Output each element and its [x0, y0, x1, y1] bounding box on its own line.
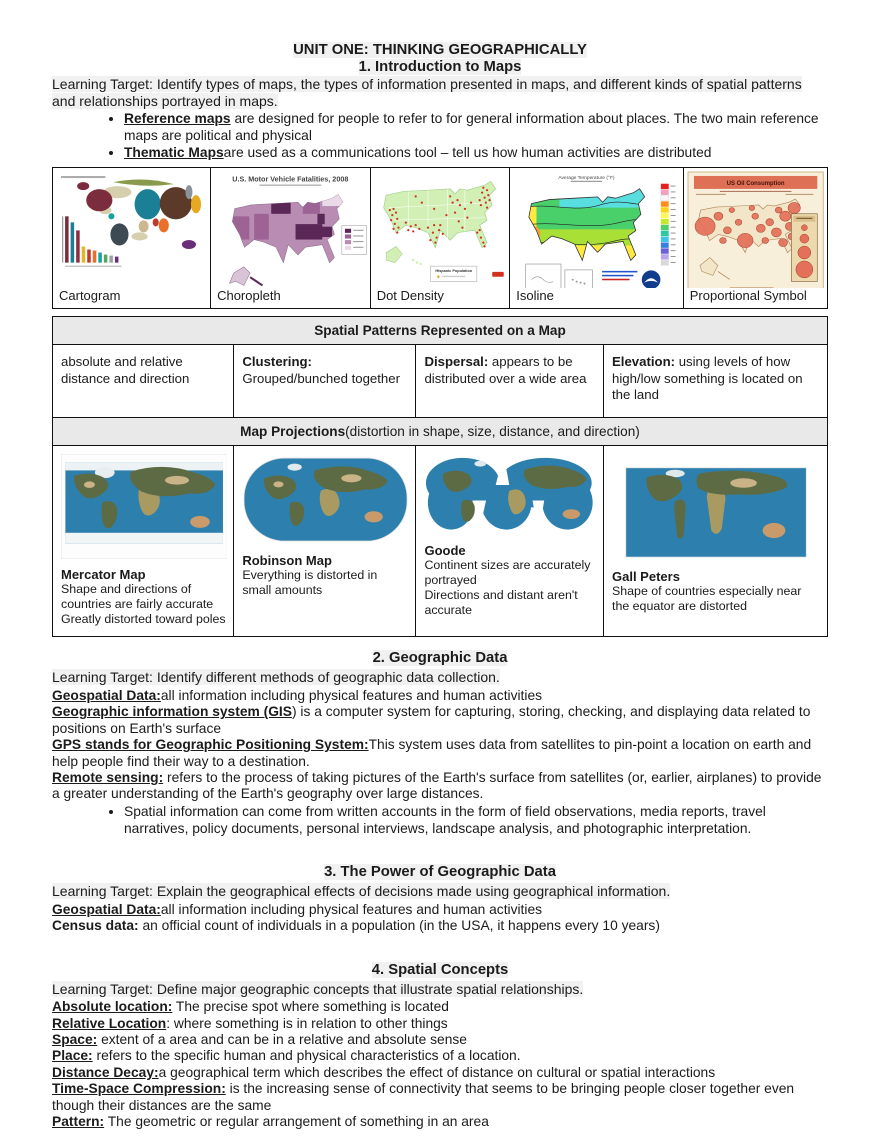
projection-cell-gall-peters: [604, 446, 828, 637]
section4-learning-target: Learning Target: Define major geographic concepts that illustrate spatial relationships.: [52, 980, 584, 997]
proportional-symbol-label: Proportional Symbol: [689, 288, 807, 304]
def-space: Space: extent of a area and can be in a relative and absolute sense: [52, 1032, 467, 1047]
bullet-spatial-information: • Spatial information can come from written accounts in the form of field observations, media reports, travel narratives, policy documents, personal interviews, landscape analysis, and photographic interpretation.: [124, 804, 828, 838]
robinson-map-image: [242, 454, 409, 545]
dot-density-map-image: [373, 170, 508, 288]
def-time-space-compression: Time-Space Compression: is the increasing sense of connectivity that seems to be bringing people closer together even though their distances are the same: [52, 1081, 795, 1113]
svg-text:U.S. Motor Vehicle Fatalities,: U.S. Motor Vehicle Fatalities, 2008: [232, 174, 349, 184]
projection-cell-goode: [416, 446, 604, 637]
section2-heading: 2. Geographic Data: [372, 650, 508, 667]
def-absolute-location: Absolute location: The precise spot where something is located: [52, 999, 449, 1015]
def-gps: GPS stands for Geographic Positioning System:This system uses data from satellites to pin-point a location on earth and help people find their way to a destination.: [52, 737, 812, 769]
section1-learning-target: Learning Target: Identify types of maps, the types of information presented in maps, and different kinds of spatial patterns and relationships portrayed in maps.: [52, 76, 802, 109]
choropleth-label: Choropleth: [217, 288, 281, 304]
section3-heading: 3. The Power of Geographic Data: [324, 864, 556, 881]
goode-name: Goode: [424, 543, 466, 559]
choropleth-map-image: [213, 170, 368, 288]
cartogram-cell: [53, 168, 211, 309]
patterns-header: Spatial Patterns Represented on a Map: [53, 317, 828, 345]
choropleth-cell: [211, 168, 371, 309]
pattern-cell-elevation: Elevation: using levels of how high/low something is located on the land: [604, 345, 828, 418]
gall-peters-name: Gall Peters: [612, 568, 680, 584]
def-geospatial-data: Geospatial Data:all information including physical features and human activities: [52, 687, 543, 703]
robinson-name: Robinson Map: [242, 553, 332, 569]
doc-title: UNIT ONE: THINKING GEOGRAPHICALLY: [293, 42, 587, 58]
mercator-map-image: [61, 454, 227, 559]
section2-learning-target: Learning Target: Identify different methods of geographic data collection.: [52, 669, 500, 686]
cartogram-map-image: [55, 170, 208, 283]
intro-bullet-list: [52, 111, 828, 161]
section2-definitions: [52, 688, 828, 803]
goode-desc-1: Continent sizes are accurately portrayed: [424, 558, 591, 588]
section1-heading: 1. Introduction to Maps: [358, 59, 522, 75]
proportional-symbol-map-image: [686, 170, 825, 288]
pattern-cell-clustering: Clustering: Grouped/bunched together: [234, 345, 416, 418]
gall-peters-desc-1: Shape of countries especially near the equator are distorted: [612, 583, 802, 613]
dot-density-cell: [370, 168, 510, 309]
projections-header: Map Projections(distortion in shape, size, distance, and direction): [53, 418, 828, 446]
cartogram-label: Cartogram: [59, 288, 121, 304]
bullet-thematic-maps: • Thematic Mapsare used as a communications tool – tell us how human activities are distributed: [124, 145, 828, 162]
section4-definitions: [52, 999, 828, 1130]
svg-text:US Oil Consumption: US Oil Consumption: [726, 181, 785, 188]
section3-definitions: [52, 902, 828, 935]
pattern-cell-distance: absolute and relative distance and direction: [53, 345, 234, 418]
robinson-desc-1: Everything is distorted in small amounts: [242, 568, 378, 597]
svg-text:Average Temperature (°F): Average Temperature (°F): [558, 176, 615, 182]
spatial-patterns-table: [52, 316, 828, 637]
def-pattern: Pattern: The geometric or regular arrangement of something in an area: [52, 1114, 489, 1130]
isoline-map-image: [512, 170, 680, 288]
goode-desc-2: Directions and distant aren't accurate: [424, 588, 578, 617]
section2-bullet-list: [52, 804, 828, 838]
proportional-symbol-cell: [683, 168, 827, 309]
bullet-reference-maps: • Reference maps are designed for people to refer to for general information about places. The two main reference maps are political and physical: [124, 111, 828, 145]
section3-learning-target: Learning Target: Explain the geographical effects of decisions made using geographical information.: [52, 883, 671, 900]
def-gis: Geographic information system (GIS) is a computer system for capturing, storing, checking, and displaying data related to positions on Earth's surface: [52, 704, 811, 736]
def-geospatial-data-2: Geospatial Data:all information including physical features and human activities: [52, 901, 543, 917]
section4-heading: 4. Spatial Concepts: [371, 961, 509, 978]
projection-cell-robinson: [234, 446, 416, 637]
goode-map-image: [424, 454, 597, 535]
mercator-name: Mercator Map: [61, 567, 146, 583]
def-remote-sensing: Remote sensing: refers to the process of taking pictures of the Earth's surface from satellites (or, earlier, airplanes) to provide a greater understanding of the Earth's geography over large distances.: [52, 769, 822, 802]
projection-cell-mercator: [53, 446, 234, 637]
isoline-cell: [510, 168, 683, 309]
def-place: Place: refers to the specific human and physical characteristics of a location.: [52, 1048, 521, 1064]
def-distance-decay: Distance Decay:a geographical term which describes the effect of distance on cultural or spatial interactions: [52, 1064, 716, 1080]
map-examples-table: [52, 167, 828, 309]
pattern-cell-dispersal: Dispersal: appears to be distributed over a wide area: [416, 345, 604, 418]
dot-density-label: Dot Density: [376, 288, 444, 304]
mercator-desc-2: Greatly distorted toward poles: [61, 611, 226, 626]
gall-peters-map-image: [622, 464, 810, 561]
def-relative-location: Relative Location: where something is in relation to other things: [52, 1015, 448, 1031]
svg-text:Hispanic Population: Hispanic Population: [435, 269, 472, 274]
isoline-label: Isoline: [516, 288, 554, 304]
def-census-data: Census data: an official count of individuals in a population (in the USA, it happens every 10 years): [52, 918, 660, 934]
mercator-desc-1: Shape and directions of countries are fairly accurate: [61, 582, 214, 611]
